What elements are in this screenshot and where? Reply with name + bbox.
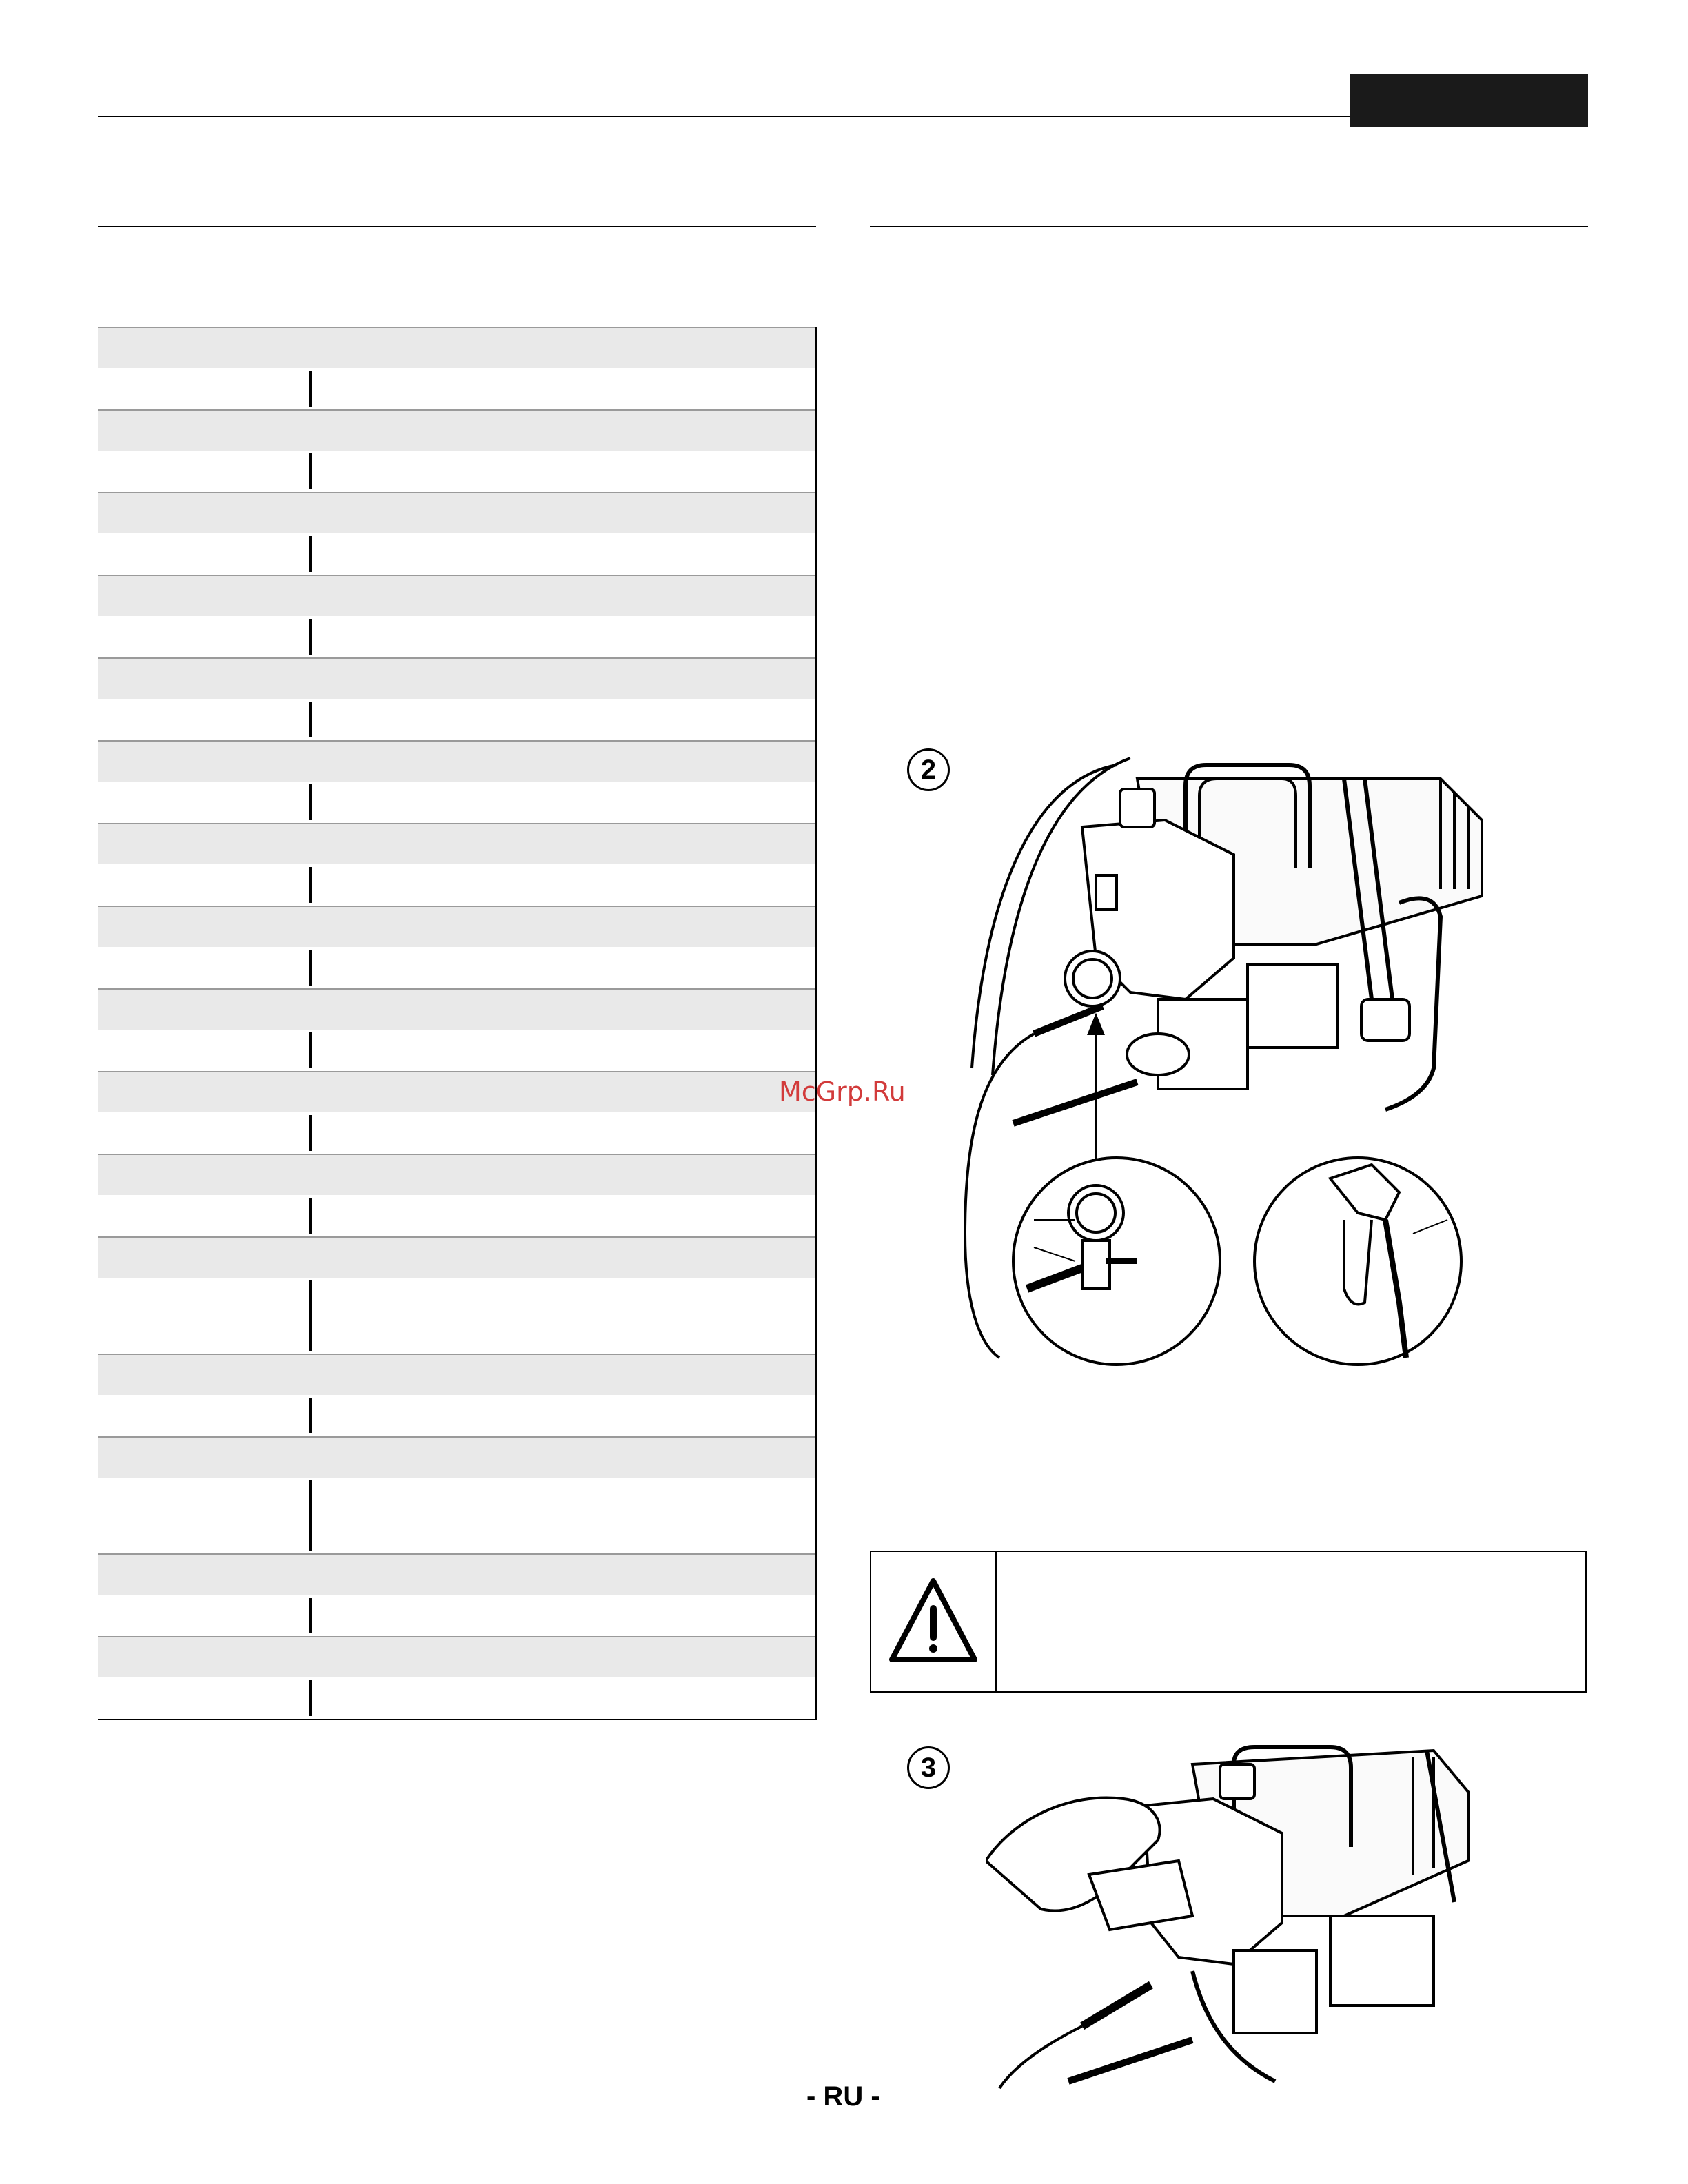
- spec-table-heading-text: [98, 667, 102, 690]
- spec-table-heading-row: [98, 906, 815, 947]
- spec-table-heading-text: [98, 336, 102, 359]
- spec-table-value-row: [98, 1278, 815, 1354]
- figure-3-hand-on-filter-illustration: [986, 1737, 1482, 2095]
- spec-table-heading-row: [98, 1154, 815, 1195]
- header-rule: [98, 116, 1350, 117]
- spec-table-heading-text: [98, 998, 102, 1021]
- right-column-rule: [870, 226, 1588, 227]
- spec-table-column-divider: [309, 702, 312, 737]
- spec-table-heading-row: [98, 1354, 815, 1395]
- spec-table-value-row: [98, 699, 815, 740]
- spec-table-column-divider: [309, 536, 312, 572]
- spec-table-value-row: [98, 451, 815, 492]
- spec-table-heading-text: [98, 833, 102, 855]
- spec-table-heading-row: [98, 575, 815, 616]
- spec-table-heading-row: [98, 492, 815, 533]
- spec-table-column-divider: [309, 453, 312, 489]
- spec-table-column-divider: [309, 371, 312, 407]
- warning-triangle-icon: [871, 1552, 995, 1694]
- spec-table-value-row: [98, 1677, 815, 1719]
- spec-table-heading-text: [98, 1646, 102, 1668]
- spec-table-heading-text: [98, 1246, 102, 1269]
- spec-table-heading-text: [98, 502, 102, 524]
- page-number: - RU -: [806, 2081, 880, 2112]
- spec-table-heading-row: [98, 1071, 815, 1112]
- watermark-text: McGrp.Ru: [779, 1076, 906, 1107]
- spec-table: [98, 327, 817, 1720]
- spec-table-heading-text: [98, 1081, 102, 1103]
- spec-table-value-row: [98, 1030, 815, 1071]
- spec-table-column-divider: [309, 1680, 312, 1716]
- spec-table-column-divider: [309, 1480, 312, 1551]
- spec-table-heading-row: [98, 1553, 815, 1595]
- left-column-rule: [98, 226, 816, 227]
- warning-box: [870, 1551, 1587, 1693]
- spec-table-bottom-rule: [98, 1719, 815, 1720]
- spec-table-value-row: [98, 533, 815, 575]
- spec-table-heading-text: [98, 1446, 102, 1469]
- spec-table-column-divider: [309, 619, 312, 655]
- spec-table-value-row: [98, 1195, 815, 1236]
- spec-table-value-row: [98, 947, 815, 988]
- spec-table-heading-row: [98, 1636, 815, 1677]
- spec-table-column-divider: [309, 784, 312, 820]
- spec-table-value-row: [98, 616, 815, 657]
- spec-table-heading-text: [98, 419, 102, 442]
- spec-table-value-row: [98, 1478, 815, 1553]
- spec-table-value-row: [98, 1112, 815, 1154]
- spec-table-value-row: [98, 782, 815, 823]
- spec-table-heading-row: [98, 823, 815, 864]
- spec-table-column-divider: [309, 1598, 312, 1633]
- spec-table-heading-text: [98, 584, 102, 607]
- spec-table-heading-text: [98, 750, 102, 773]
- spec-table-heading-row: [98, 657, 815, 699]
- figure-2-number: 2: [907, 748, 950, 791]
- spec-table-heading-row: [98, 740, 815, 782]
- spec-table-column-divider: [309, 1398, 312, 1433]
- spec-table-column-divider: [309, 867, 312, 903]
- spec-table-column-divider: [309, 1032, 312, 1068]
- spec-table-column-divider: [309, 950, 312, 986]
- spec-table-heading-row: [98, 1236, 815, 1278]
- spec-table-value-row: [98, 864, 815, 906]
- section-tab: [1350, 74, 1588, 127]
- spec-table-heading-text: [98, 1563, 102, 1586]
- spec-table-column-divider: [309, 1280, 312, 1351]
- spec-table-value-row: [98, 1395, 815, 1436]
- spec-table-heading-text: [98, 915, 102, 938]
- spec-table-value-row: [98, 1595, 815, 1636]
- spec-table-heading-row: [98, 988, 815, 1030]
- spec-table-heading-row: [98, 327, 815, 368]
- spec-table-heading-text: [98, 1163, 102, 1186]
- spec-table-heading-row: [98, 409, 815, 451]
- spec-table-column-divider: [309, 1115, 312, 1151]
- spec-table-heading-text: [98, 1363, 102, 1386]
- figure-2-sprayer-illustration: [958, 737, 1496, 1371]
- spec-table-value-row: [98, 368, 815, 409]
- figure-3-number: 3: [907, 1746, 950, 1789]
- spec-table-column-divider: [309, 1198, 312, 1234]
- spec-table-heading-row: [98, 1436, 815, 1478]
- warning-icon-cell: [871, 1552, 997, 1691]
